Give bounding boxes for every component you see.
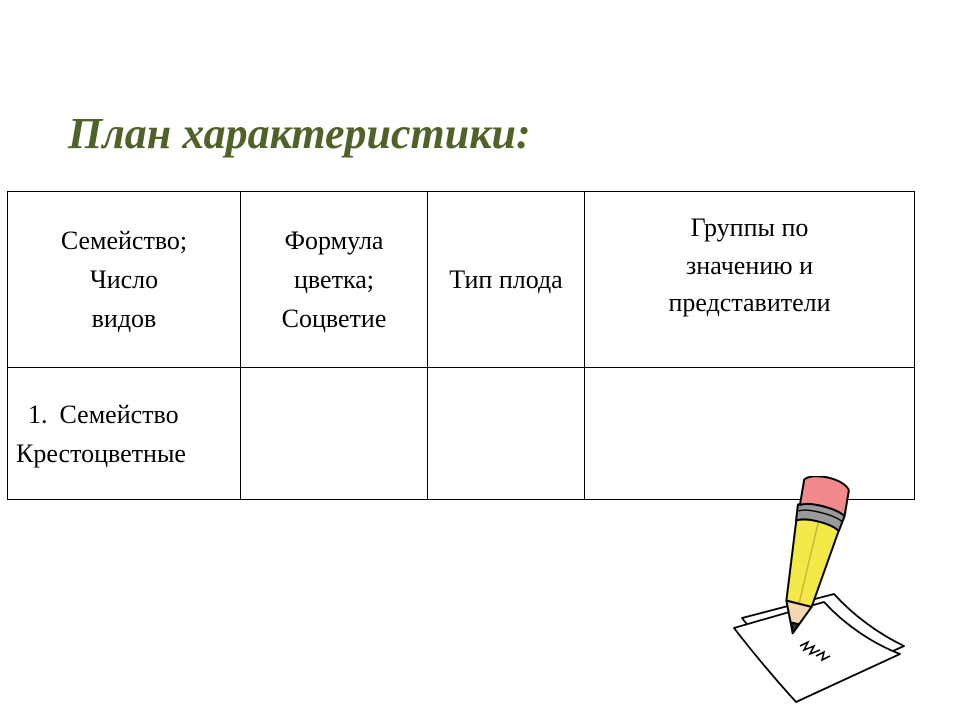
characteristics-table bbox=[7, 191, 915, 500]
header-formula-text: Формула цветка; Соцветие bbox=[281, 226, 387, 333]
pencil-writing-icon bbox=[724, 476, 910, 708]
family-item-line bbox=[8, 395, 240, 434]
header-groups-text: Группы по значению и представители bbox=[668, 212, 831, 318]
fruit-type-cell bbox=[428, 368, 585, 500]
slide-title: План характеристики: bbox=[68, 109, 531, 158]
table-header-row bbox=[8, 192, 915, 368]
header-family-cell bbox=[8, 192, 241, 368]
header-formula-cell bbox=[241, 192, 428, 368]
family-item-name: Семейство bbox=[59, 399, 179, 429]
header-groups-cell bbox=[585, 192, 915, 368]
header-fruit-type-cell bbox=[428, 192, 585, 368]
family-name-cell bbox=[8, 368, 241, 500]
formula-cell bbox=[241, 368, 428, 500]
paper-sheets bbox=[734, 594, 904, 702]
family-item-name-line2: Крестоцветные bbox=[16, 438, 186, 468]
header-fruit-type-text: Тип плода bbox=[449, 265, 563, 294]
header-family-text: Семейство; Число видов bbox=[60, 226, 188, 333]
item-number: 1. bbox=[28, 399, 48, 429]
